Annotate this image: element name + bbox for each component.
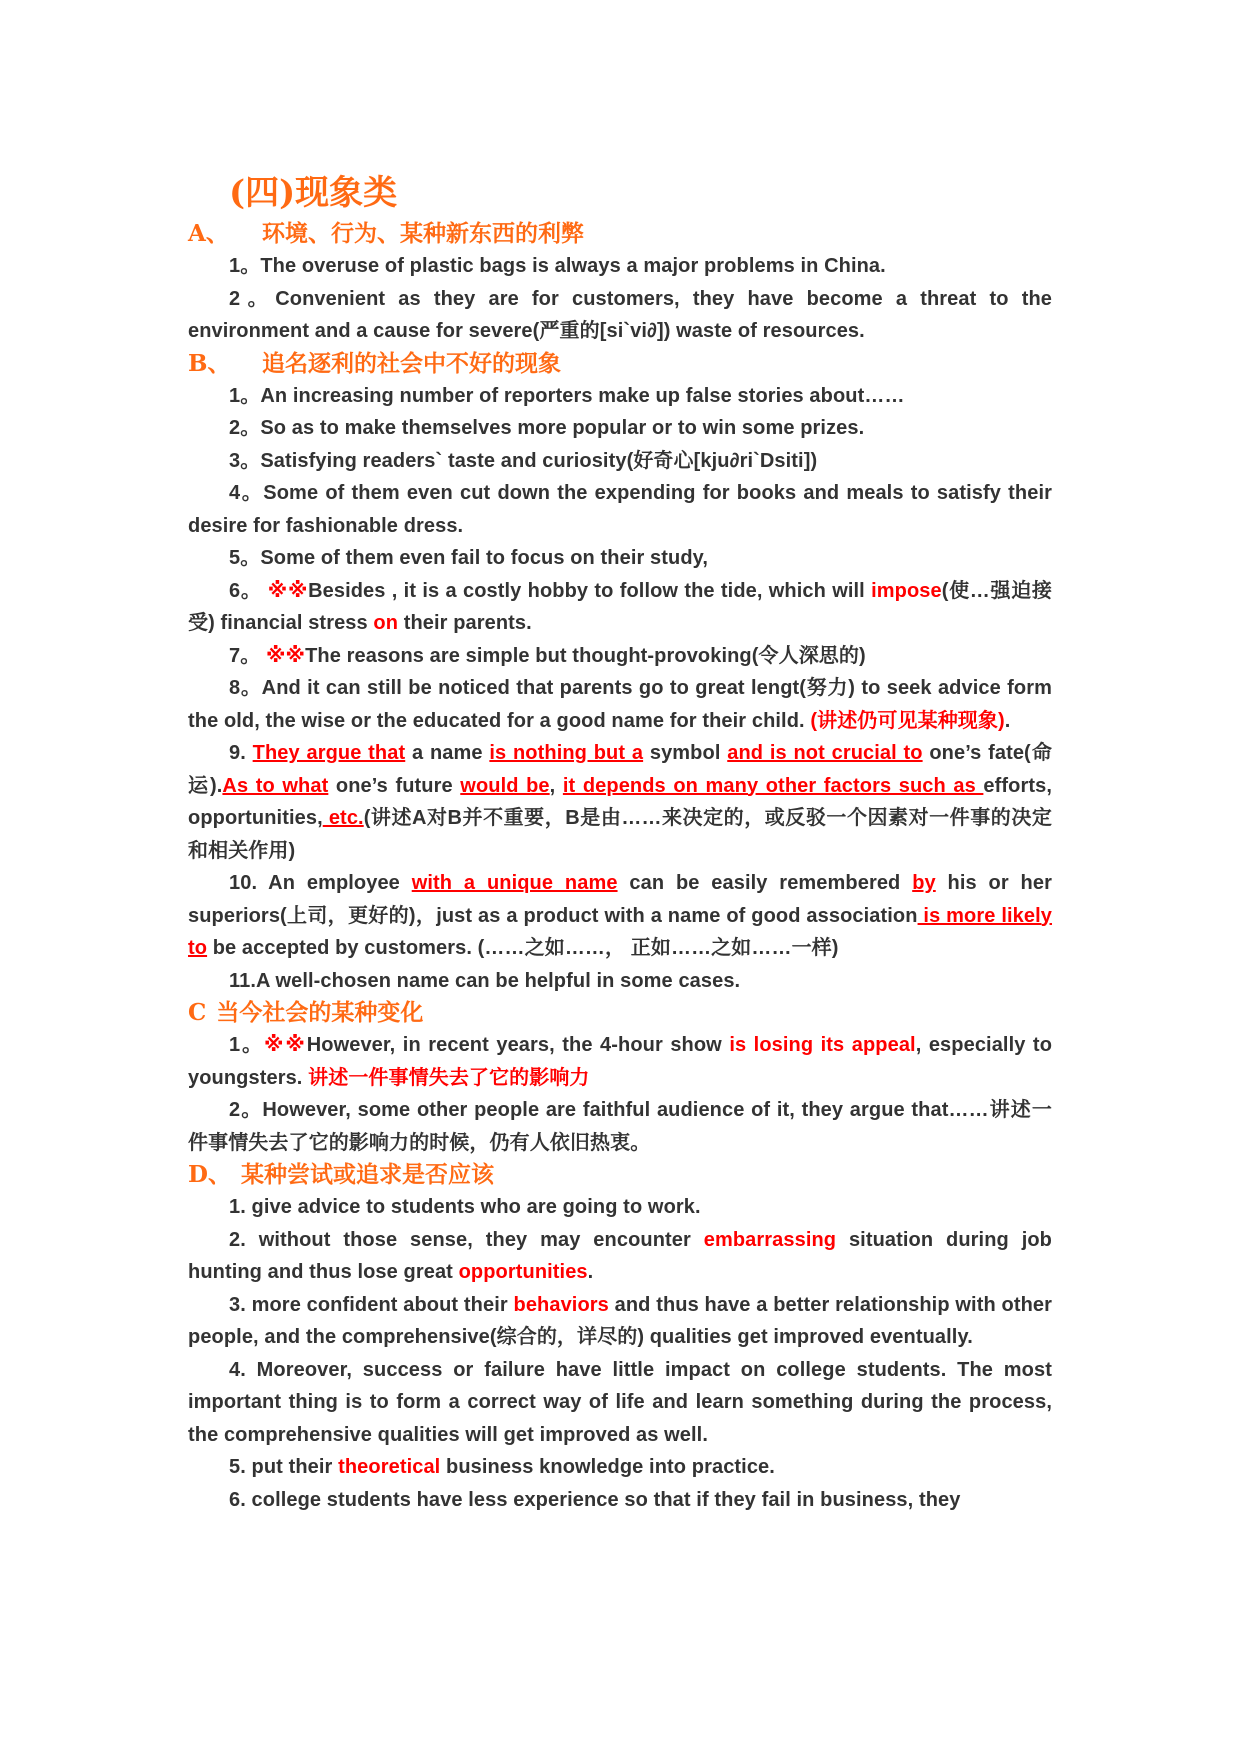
section-heading	[188, 997, 1052, 1029]
section-label: B、	[188, 349, 231, 377]
text-run: 6。	[229, 579, 268, 602]
text-run: 2。Convenient as they are for customers, they have become a threat to the environment and a cause for severe(严重的[si`vi∂]) waste of resources.	[188, 287, 1052, 342]
paragraph	[188, 867, 1052, 965]
highlighted-text: (讲述仍可见某种现象)	[810, 709, 1005, 732]
paragraph	[188, 1191, 1052, 1224]
paragraph	[188, 1354, 1052, 1452]
highlighted-text: by	[912, 872, 936, 894]
text-run: 2. without those sense, they may encounter	[229, 1228, 704, 1251]
text-run: .	[587, 1261, 594, 1283]
paragraph	[188, 575, 1052, 640]
paragraph	[188, 672, 1052, 737]
section-title: 当今社会的某种变化	[216, 999, 424, 1026]
paragraph	[188, 1224, 1052, 1289]
highlighted-text: As to what	[222, 774, 329, 797]
text-run: can be easily remembered	[617, 872, 913, 894]
text-run: a name	[405, 742, 490, 764]
highlighted-text: would be	[460, 774, 550, 797]
section-title: 某种尝试或追求是否应该	[240, 1161, 494, 1188]
highlighted-text: embarrassing	[703, 1228, 837, 1251]
highlighted-text: is nothing but a	[489, 742, 644, 764]
paragraph	[188, 380, 1052, 413]
text-run: their parents.	[398, 612, 532, 634]
section-label: D、	[188, 1161, 231, 1188]
highlighted-text: it depends on many other factors such as	[562, 774, 984, 797]
paragraph	[188, 1451, 1052, 1484]
section-label: A、	[188, 220, 229, 247]
section-heading	[188, 218, 1052, 250]
text-run: , especially to youngsters.	[188, 1034, 1053, 1089]
paragraph	[188, 412, 1052, 445]
paragraph	[188, 542, 1052, 575]
highlighted-text: ※※	[267, 579, 309, 602]
text-run: one’s future	[328, 774, 461, 797]
text-run: (使…强迫接受) financial stress	[188, 579, 1052, 634]
text-run: 4. Moreover, success or failure have little impact on college students. The most important thing is to form a correct way of life and learn something during the process, the comprehensive qualities will get improved as well.	[188, 1358, 1052, 1446]
text-run: situation during job hunting and thus lose great	[188, 1228, 1052, 1283]
paragraph	[188, 1029, 1052, 1094]
section-heading	[188, 348, 1052, 380]
highlighted-text: is more likely to	[188, 904, 1052, 959]
text-run: The reasons are simple but thought-provoking(令人深思的)	[305, 644, 866, 667]
text-run: 5。Some of them even fail to focus on their study,	[229, 547, 709, 569]
highlighted-text: and is not crucial to	[727, 742, 923, 764]
highlighted-text: theoretical	[338, 1456, 441, 1478]
paragraph	[188, 477, 1052, 542]
section-title: 追名逐利的社会中不好的现象	[262, 349, 561, 377]
paragraph	[188, 250, 1052, 283]
highlighted-text: ※※	[265, 644, 306, 667]
highlighted-text: ※※	[263, 1034, 307, 1056]
paragraph	[188, 1484, 1052, 1517]
highlighted-text: etc.	[322, 807, 364, 829]
text-run: However, in recent years, the 4-hour show	[306, 1034, 730, 1056]
paragraph	[188, 1094, 1052, 1159]
page-title: (四)现象类	[229, 173, 398, 213]
text-run: 9.	[229, 742, 253, 764]
paragraph	[188, 965, 1052, 998]
text-run: .	[1004, 709, 1011, 732]
paragraph	[188, 640, 1052, 673]
text-run: 1。An increasing number of reporters make up false stories about……	[229, 384, 905, 407]
text-run: his or her superiors(上司，更好的)，just as a product with a name of good association	[188, 872, 1052, 927]
text-run: (讲述A对B并不重要，B是由……来决定的，或反驳一个因素对一件事的决定和相关作用)	[188, 807, 1052, 862]
highlighted-text: on	[373, 612, 399, 634]
text-run: 11.A well-chosen name can be helpful in some cases.	[229, 969, 741, 992]
section-heading	[188, 1159, 1052, 1191]
text-run: efforts, opportunities,	[188, 774, 1052, 829]
paragraph	[188, 445, 1052, 478]
highlighted-text: is losing its appeal	[729, 1034, 916, 1056]
section-title: 环境、行为、某种新东西的利弊	[262, 220, 584, 247]
highlighted-text: impose	[871, 579, 942, 602]
text-run: be accepted by customers. (……之如……， 正如……之如……一样)	[207, 937, 839, 959]
text-run: 2。So as to make themselves more popular or to win some prizes.	[229, 417, 865, 439]
text-run: 1. give advice to students who are going to work.	[229, 1196, 701, 1218]
text-run: 7。	[229, 644, 266, 667]
paragraph	[188, 737, 1052, 867]
paragraph	[188, 283, 1052, 348]
text-run: and thus have a better relationship with other people, and the comprehensive(综合的，详尽的) qualities get improved eventually.	[188, 1293, 1052, 1348]
text-run: 8。And it can still be noticed that parents go to great lengt(努力) to seek advice form the old, the wise or the educated for a good name for their child.	[188, 677, 1052, 732]
document-content	[188, 168, 1052, 1516]
highlighted-text: opportunities	[458, 1261, 588, 1283]
text-run: business knowledge into practice.	[440, 1456, 775, 1478]
text-run: 2。However, some other people are faithful audience of it, they argue that……讲述一件事情失去了它的影响力的时候，仍有人依旧热衷。	[188, 1099, 1052, 1154]
text-run: 1。The overuse of plastic bags is always a major problems in China.	[229, 255, 886, 277]
paragraph	[188, 1289, 1052, 1354]
text-run: 10. An employee	[229, 872, 412, 894]
text-run: 6. college students have less experience so that if they fail in business, they	[229, 1488, 961, 1511]
text-run: 1。	[229, 1034, 264, 1056]
highlighted-text: 讲述一件事情失去了它的影响力	[308, 1066, 590, 1089]
text-run: 4。Some of them even cut down the expending for books and meals to satisfy their desire for fashionable dress.	[188, 482, 1052, 537]
text-run: 3. more confident about their	[229, 1293, 514, 1316]
highlighted-text: behaviors	[513, 1293, 609, 1316]
text-run: one’s fate(命运).	[188, 742, 1053, 797]
text-run: Besides , it is a costly hobby to follow the tide, which will	[308, 579, 872, 602]
text-run: 3。Satisfying readers` taste and curiosity(好奇心[kju∂ri`Dsiti])	[229, 449, 818, 472]
text-run: 5. put their	[229, 1456, 339, 1478]
highlighted-text: with a unique name	[411, 872, 618, 894]
section-label: C	[188, 999, 207, 1026]
text-run: ,	[549, 774, 563, 797]
highlighted-text: They argue that	[252, 742, 406, 764]
text-run: symbol	[643, 742, 728, 764]
